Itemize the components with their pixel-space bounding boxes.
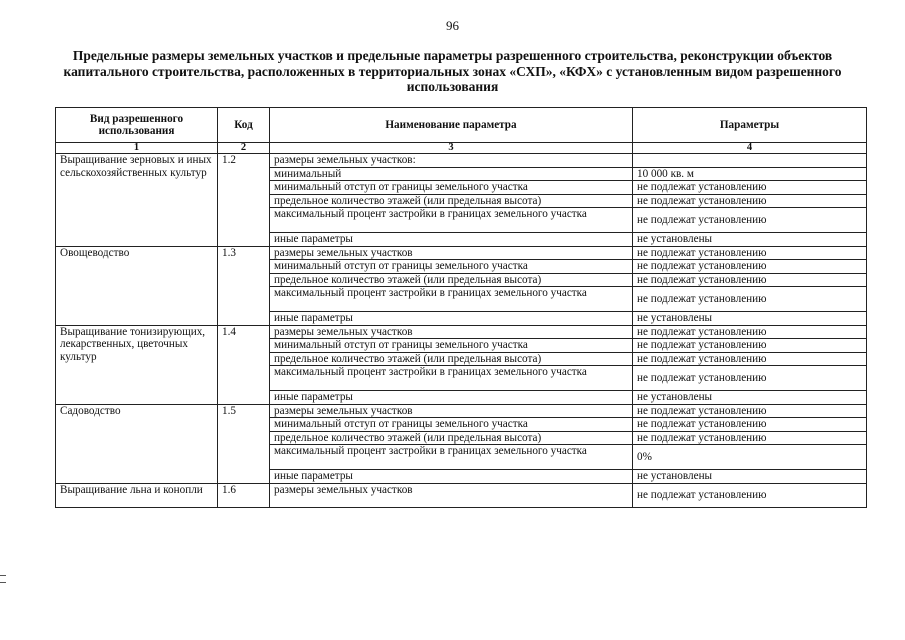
parameter-name-cell: минимальный отступ от границы земельного участка	[270, 181, 633, 195]
parameter-value-cell: не подлежат установлению	[633, 339, 867, 353]
parameter-name-cell: максимальный процент застройки в границах земельного участка	[270, 287, 633, 312]
parameter-name-cell: предельное количество этажей (или предельная высота)	[270, 352, 633, 366]
table-row	[56, 154, 867, 168]
parameter-value-cell: не подлежат установлению	[633, 287, 867, 312]
margin-mark	[0, 582, 6, 583]
parameter-value-cell: 0%	[633, 445, 867, 470]
parameter-value-cell: не подлежат установлению	[633, 246, 867, 260]
column-number: 3	[270, 143, 633, 154]
parameter-name-cell: размеры земельных участков	[270, 246, 633, 260]
parameter-name-cell: максимальный процент застройки в границах земельного участка	[270, 366, 633, 391]
parameter-name-cell: предельное количество этажей (или предельная высота)	[270, 194, 633, 208]
parameter-name-cell: максимальный процент застройки в границах земельного участка	[270, 445, 633, 470]
parameter-value-cell: не установлены	[633, 470, 867, 484]
code-cell: 1.6	[218, 483, 270, 507]
parameter-name-cell: минимальный отступ от границы земельного участка	[270, 339, 633, 353]
parameter-name-cell: размеры земельных участков	[270, 325, 633, 339]
parameter-name-cell: размеры земельных участков	[270, 404, 633, 418]
parameter-name-cell: иные параметры	[270, 470, 633, 484]
parameter-value-cell: не подлежат установлению	[633, 418, 867, 432]
header-parameter-name: Наименование параметра	[270, 108, 633, 143]
parameter-name-cell: размеры земельных участков	[270, 483, 633, 507]
parameter-value-cell: не подлежат установлению	[633, 325, 867, 339]
parameter-value-cell: не подлежат установлению	[633, 352, 867, 366]
header-usage-type: Вид разрешенного использования	[56, 108, 218, 143]
parameter-value-cell: не установлены	[633, 233, 867, 247]
parameter-value-cell: не установлены	[633, 312, 867, 326]
parameter-name-cell: предельное количество этажей (или предельная высота)	[270, 273, 633, 287]
page-title: Предельные размеры земельных участков и предельные параметры разрешенного строительства, реконструкции объектов капитального строительства, расположенных в территориальных зонах «СХП», «КФХ» с установленным видом разрешенного использования	[63, 48, 842, 94]
parameter-name-cell: иные параметры	[270, 312, 633, 326]
code-cell: 1.5	[218, 404, 270, 483]
table-header-row	[56, 108, 867, 143]
header-parameters: Параметры	[633, 108, 867, 143]
parameter-name-cell: максимальный процент застройки в границах земельного участка	[270, 208, 633, 233]
page-number: 96	[446, 18, 459, 33]
parameter-name-cell: минимальный отступ от границы земельного участка	[270, 418, 633, 432]
parameter-value-cell: не подлежат установлению	[633, 431, 867, 445]
parameter-value-cell: 10 000 кв. м	[633, 167, 867, 181]
parameter-value-cell: не подлежат установлению	[633, 260, 867, 274]
parameter-value-cell: не установлены	[633, 391, 867, 405]
parameter-name-cell: минимальный	[270, 167, 633, 181]
parameters-table	[55, 107, 867, 508]
usage-type-cell: Овощеводство	[56, 246, 218, 325]
column-number: 1	[56, 143, 218, 154]
table-row	[56, 404, 867, 418]
parameter-value-cell: не подлежат установлению	[633, 366, 867, 391]
usage-type-cell: Выращивание льна и конопли	[56, 483, 218, 507]
parameter-name-cell: иные параметры	[270, 233, 633, 247]
parameter-value-cell: не подлежат установлению	[633, 194, 867, 208]
usage-type-cell: Выращивание тонизирующих, лекарственных, цветочных культур	[56, 325, 218, 404]
parameter-value-cell: не подлежат установлению	[633, 208, 867, 233]
column-number: 4	[633, 143, 867, 154]
code-cell: 1.2	[218, 154, 270, 247]
column-number: 2	[218, 143, 270, 154]
parameter-value-cell: не подлежат установлению	[633, 483, 867, 507]
table-row	[56, 325, 867, 339]
header-code: Код	[218, 108, 270, 143]
parameter-name-cell: минимальный отступ от границы земельного участка	[270, 260, 633, 274]
parameter-name-cell: иные параметры	[270, 391, 633, 405]
parameter-value-cell: не подлежат установлению	[633, 273, 867, 287]
table-row	[56, 246, 867, 260]
column-number-row	[56, 143, 867, 154]
code-cell: 1.4	[218, 325, 270, 404]
parameter-value-cell: не подлежат установлению	[633, 181, 867, 195]
parameter-value-cell	[633, 154, 867, 168]
parameter-name-cell: предельное количество этажей (или предельная высота)	[270, 431, 633, 445]
parameter-value-cell: не подлежат установлению	[633, 404, 867, 418]
parameter-name-cell: размеры земельных участков:	[270, 154, 633, 168]
usage-type-cell: Выращивание зерновых и иных сельскохозяйственных культур	[56, 154, 218, 247]
usage-type-cell: Садоводство	[56, 404, 218, 483]
margin-mark	[0, 575, 6, 576]
table-row	[56, 483, 867, 507]
code-cell: 1.3	[218, 246, 270, 325]
